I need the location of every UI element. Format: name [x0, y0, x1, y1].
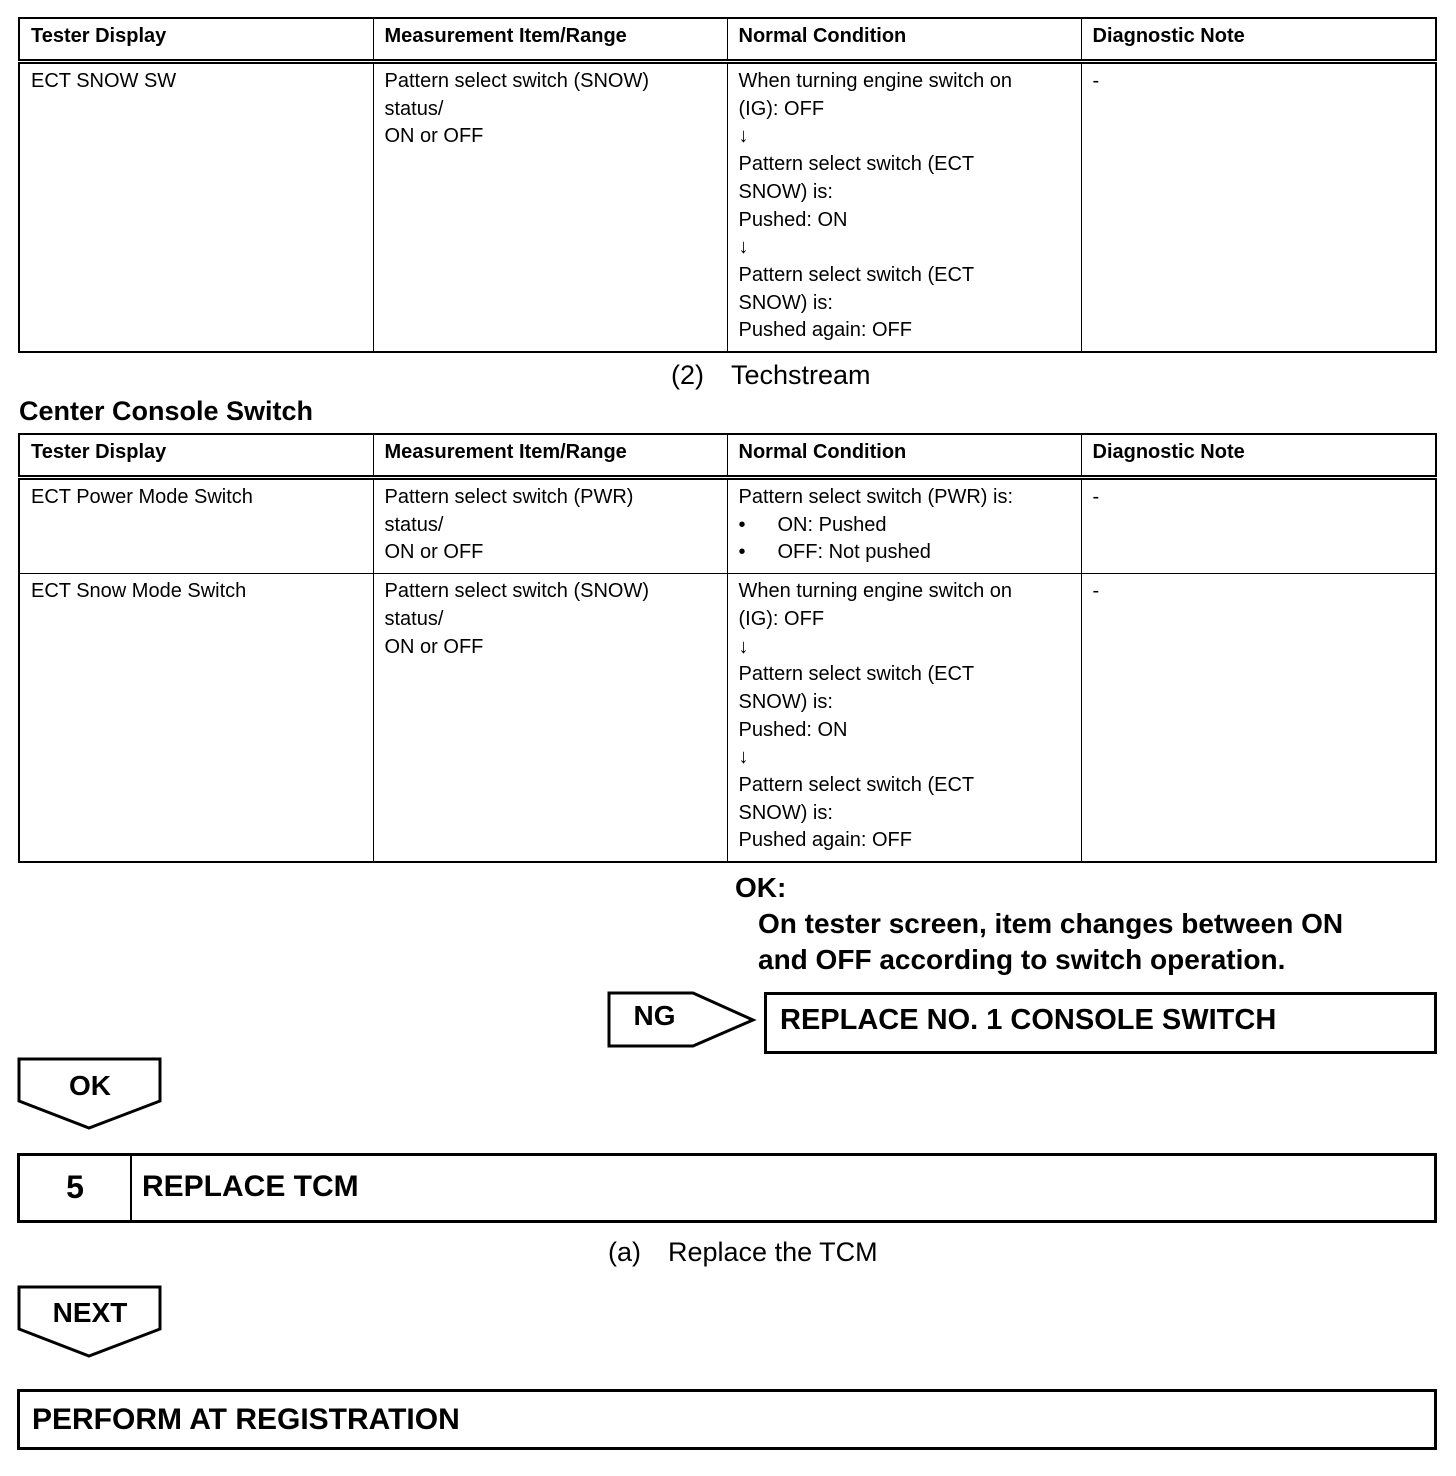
condition-line: (IG): OFF — [738, 607, 825, 630]
measurement-line: ON or OFF — [384, 635, 484, 658]
header-measurement: Measurement Item/Range — [373, 434, 727, 478]
cell-normal-condition — [727, 478, 1081, 574]
cell-normal-condition — [727, 574, 1081, 863]
cell-diagnostic-note: - — [1081, 478, 1436, 574]
ok-result — [735, 870, 1343, 978]
cell-diagnostic-note: - — [1081, 62, 1436, 353]
substep-text: Replace the TCM — [668, 1237, 878, 1267]
condition-line: When turning engine switch on — [738, 70, 1012, 92]
header-diagnostic-note: Diagnostic Note — [1081, 434, 1436, 478]
bullet-item — [739, 539, 1070, 567]
step-title: REPLACE TCM — [142, 1170, 359, 1203]
substep-marker: (a) — [608, 1237, 641, 1267]
measurement-line: ON or OFF — [384, 125, 484, 148]
table-row — [19, 574, 1436, 863]
table-row — [19, 478, 1436, 574]
final-step-title: PERFORM AT REGISTRATION — [32, 1403, 460, 1436]
condition-line: SNOW) is: — [738, 180, 833, 203]
condition-line: SNOW) is: — [738, 291, 833, 314]
down-arrow-icon: ↓ — [738, 236, 749, 259]
cell-diagnostic-note: - — [1081, 574, 1436, 863]
bullet-item — [739, 512, 1070, 540]
measurement-line: Pattern select switch (SNOW) — [384, 580, 650, 603]
cell-normal-condition — [727, 62, 1081, 353]
bullet-icon: • — [738, 541, 746, 564]
step-marker: (2) — [671, 360, 704, 390]
table-row — [19, 62, 1436, 353]
techstream-subheading — [671, 360, 871, 391]
condition-line: Pattern select switch (ECT — [738, 663, 975, 686]
condition-line: Pushed again: OFF — [738, 319, 912, 342]
step-number: 5 — [20, 1156, 132, 1220]
final-step-box[interactable] — [17, 1389, 1437, 1450]
bullet-icon: • — [738, 513, 746, 536]
table-header-row — [19, 434, 1436, 478]
ok-arrow-label: OK — [69, 1070, 111, 1101]
measurement-line: ON or OFF — [384, 541, 484, 564]
ng-action-text: REPLACE NO. 1 CONSOLE SWITCH — [780, 1004, 1277, 1036]
down-arrow-icon: ↓ — [738, 635, 749, 658]
cell-tester-display: ECT Snow Mode Switch — [19, 574, 373, 863]
down-arrow-icon: ↓ — [738, 125, 749, 148]
condition-line: SNOW) is: — [738, 801, 833, 824]
bullet-text: OFF: Not pushed — [777, 541, 931, 564]
measurement-line: status/ — [384, 607, 444, 630]
next-arrow-label: NEXT — [52, 1297, 128, 1328]
condition-line: Pushed: ON — [738, 718, 848, 741]
cell-tester-display: ECT Power Mode Switch — [19, 478, 373, 574]
ng-label: NG — [633, 1000, 676, 1031]
header-tester-display: Tester Display — [19, 18, 373, 62]
table-header-row — [19, 18, 1436, 62]
condition-line: Pattern select switch (ECT — [738, 774, 975, 797]
header-normal-condition: Normal Condition — [727, 18, 1081, 62]
ok-result-text — [735, 906, 1343, 978]
cell-measurement — [373, 478, 727, 574]
condition-line: Pushed: ON — [738, 208, 848, 231]
ok-result-line: and OFF according to switch operation. — [758, 944, 1286, 975]
techstream-label: Techstream — [731, 360, 871, 390]
condition-line: Pattern select switch (PWR) is: — [738, 486, 1014, 508]
condition-line: Pattern select switch (ECT — [738, 263, 975, 286]
condition-line: When turning engine switch on — [738, 580, 1012, 603]
condition-line: Pushed again: OFF — [738, 829, 912, 852]
bullet-text: ON: Pushed — [777, 513, 887, 536]
cell-measurement — [373, 574, 727, 863]
header-measurement: Measurement Item/Range — [373, 18, 727, 62]
condition-line: SNOW) is: — [738, 690, 833, 713]
measurement-line: status/ — [384, 513, 444, 536]
substep — [608, 1237, 878, 1268]
ng-action-box[interactable] — [764, 992, 1437, 1054]
ok-result-line: On tester screen, item changes between ON — [758, 908, 1344, 939]
header-normal-condition: Normal Condition — [727, 434, 1081, 478]
tester-table-center-console — [18, 433, 1437, 863]
measurement-line: status/ — [384, 97, 444, 120]
ok-result-label: OK: — [735, 872, 787, 903]
down-arrow-icon: ↓ — [738, 746, 749, 769]
section-title: Center Console Switch — [19, 396, 314, 426]
condition-line: Pattern select switch (ECT — [738, 153, 975, 176]
cell-tester-display: ECT SNOW SW — [19, 62, 373, 353]
measurement-line: Pattern select switch (PWR) — [384, 486, 634, 508]
header-tester-display: Tester Display — [19, 434, 373, 478]
tester-table-snow-sw — [18, 17, 1437, 353]
measurement-line: Pattern select switch (SNOW) — [384, 70, 650, 92]
header-diagnostic-note: Diagnostic Note — [1081, 18, 1436, 62]
step-5-box — [17, 1153, 1437, 1223]
cell-measurement — [373, 62, 727, 353]
condition-line: (IG): OFF — [738, 97, 825, 120]
